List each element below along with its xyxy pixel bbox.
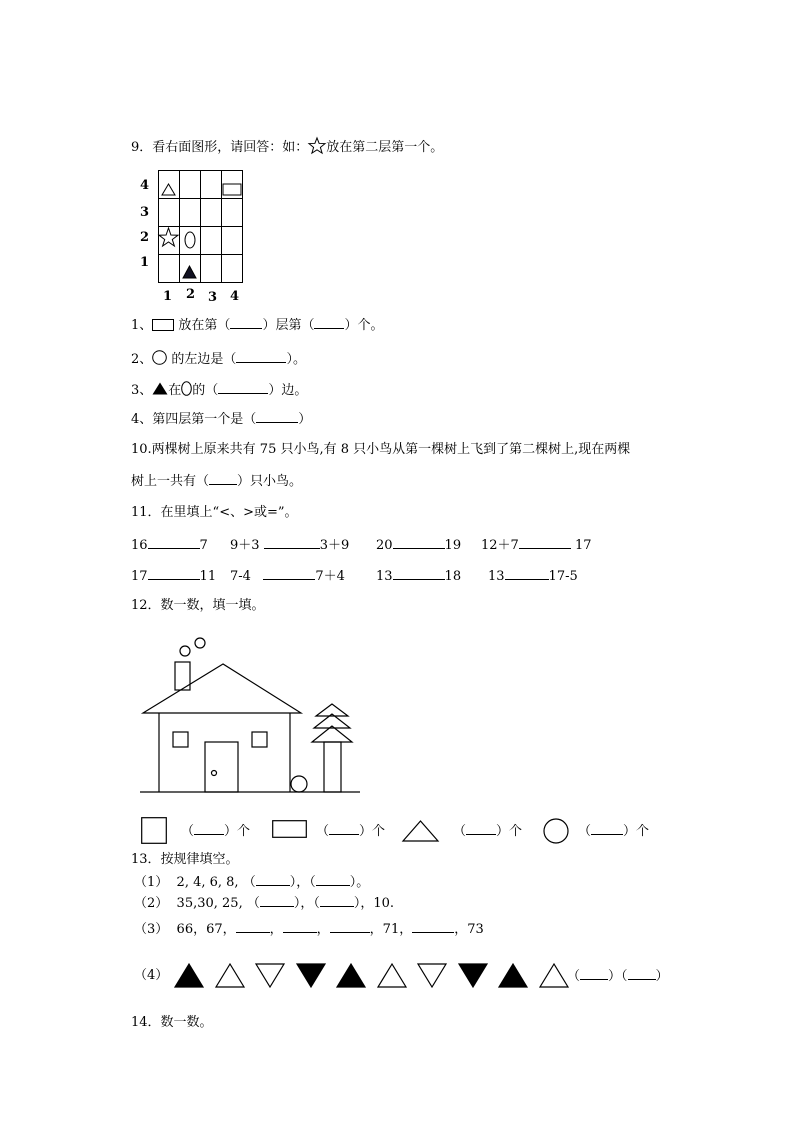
- row-label-3: 3: [140, 205, 150, 220]
- triangle-down-outline-icon: [417, 963, 447, 988]
- answer-blank[interactable]: [283, 920, 317, 933]
- q13-sequence-1: （1） 2, 4, 6, 8, （ ），（ ）。: [134, 875, 370, 890]
- answer-blank[interactable]: [320, 894, 354, 907]
- compare-blank[interactable]: [148, 567, 200, 580]
- triangle-up-outline-icon: [215, 963, 245, 988]
- triangle-up-filled-icon: [174, 963, 204, 988]
- answer-blank[interactable]: [412, 920, 454, 933]
- house-scene-picture: [138, 634, 363, 796]
- star-icon: [159, 228, 178, 246]
- oval-icon: [185, 232, 195, 248]
- q10-line-1: 10.两棵树上原来共有 75 只小鸟,有 8 只小鸟从第一棵树上飞到了第二棵树上,现在两棵: [131, 442, 631, 457]
- house-roof: [143, 664, 301, 713]
- comparison-item: 13 18: [376, 569, 462, 584]
- q13-sequence-4-label: （4）: [134, 968, 169, 983]
- comparison-item: 9＋3 3＋9: [230, 538, 350, 553]
- answer-rectangle: （ ）个: [316, 824, 386, 839]
- answer-blank[interactable]: [260, 894, 294, 907]
- row-label-1: 1: [140, 255, 150, 270]
- shape-grid: [158, 170, 244, 284]
- comparison-item: 17 11: [131, 569, 217, 584]
- compare-blank[interactable]: [505, 567, 549, 580]
- comparison-item: 12＋7 17: [481, 538, 592, 553]
- rectangle-icon: [223, 184, 241, 195]
- answer-blank[interactable]: [256, 873, 290, 886]
- col-label-4: 4: [230, 289, 240, 304]
- answer-blank[interactable]: [466, 822, 496, 835]
- q9-item-2: 2、 的左边是（ ）。: [131, 352, 306, 367]
- compare-blank[interactable]: [519, 536, 571, 549]
- triangle-outline-icon: [162, 184, 175, 195]
- row-label-2: 2: [140, 230, 150, 245]
- square-icon: [141, 817, 167, 844]
- answer-blank[interactable]: [256, 410, 298, 423]
- compare-blank[interactable]: [264, 536, 320, 549]
- answer-circle: （ ）个: [578, 824, 650, 839]
- answer-blank[interactable]: [236, 350, 286, 363]
- answer-square: （ ）个: [181, 824, 251, 839]
- compare-blank[interactable]: [393, 567, 445, 580]
- q13-sequence-3: （3） 66，67， ， ， ，71， ，73: [134, 922, 484, 937]
- q9-title: 9．看右面图形，请回答：如： 放在第二层第一个。: [131, 134, 443, 157]
- answer-blank[interactable]: [316, 873, 350, 886]
- comparison-item: 13 17-5: [488, 569, 578, 584]
- rectangle-icon: [272, 820, 307, 838]
- answer-blank[interactable]: [218, 381, 268, 394]
- circle-icon: [152, 350, 167, 365]
- triangle-down-filled-icon: [296, 963, 326, 988]
- answer-blank[interactable]: [314, 316, 344, 329]
- col-label-3: 3: [208, 290, 218, 305]
- compare-blank[interactable]: [393, 536, 445, 549]
- star-icon: [308, 137, 326, 154]
- compare-blank[interactable]: [148, 536, 200, 549]
- triangle-up-outline-icon: [539, 963, 569, 988]
- house-window: [252, 732, 267, 747]
- rectangle-icon: [152, 319, 174, 331]
- answer-blank[interactable]: [230, 316, 262, 329]
- comparison-item: 20 19: [376, 538, 462, 553]
- house-door: [205, 742, 238, 792]
- answer-blank[interactable]: [194, 822, 224, 835]
- q10-line-2: 树上一共有（ ）只小鸟。: [131, 474, 303, 489]
- circle-icon: [543, 818, 569, 844]
- q13-sequence-2: （2） 35,30, 25, （ ），（ ），10.: [134, 896, 395, 911]
- compare-blank[interactable]: [263, 567, 315, 580]
- triangle-filled-icon: [183, 266, 196, 278]
- q9-item-1: 1、 放在第（ ）层第（ ）个。: [131, 318, 384, 333]
- q11-title: 11．在里填上“<、>或=”。: [131, 505, 298, 520]
- triangle-up-outline-icon: [377, 963, 407, 988]
- col-label-1: 1: [163, 289, 173, 304]
- smoke-circle: [195, 638, 205, 648]
- q9-item-3: 3、 在 的（ ）边。: [131, 383, 308, 398]
- answer-blank[interactable]: [628, 967, 656, 980]
- answer-blank[interactable]: [209, 472, 237, 485]
- triangle-outline-icon: [402, 820, 439, 842]
- answer-blank[interactable]: [329, 822, 359, 835]
- triangle-down-filled-icon: [458, 963, 488, 988]
- comparison-item: 7-4 7＋4: [230, 569, 345, 584]
- answer-triangle: （ ）个: [453, 824, 523, 839]
- ball: [291, 776, 307, 792]
- row-label-4: 4: [140, 178, 150, 193]
- oval-icon: [181, 381, 192, 396]
- door-knob: [212, 771, 217, 776]
- q12-title: 12．数一数，填一填。: [131, 598, 265, 613]
- col-label-2: 2: [186, 287, 196, 302]
- triangle-up-filled-icon: [336, 963, 366, 988]
- triangle-filled-icon: [152, 382, 168, 395]
- answer-blank[interactable]: [236, 920, 270, 933]
- smoke-circle: [180, 646, 190, 656]
- tree-trunk: [324, 742, 341, 792]
- q14-title: 14．数一数。: [131, 1015, 213, 1030]
- triangle-up-filled-icon: [498, 963, 528, 988]
- comparison-item: 16 7: [131, 538, 208, 553]
- answer-blank[interactable]: [580, 967, 608, 980]
- q13-title: 13．按规律填空。: [131, 852, 239, 867]
- q9-item-4: 4、第四层第一个是（ ）: [131, 412, 312, 427]
- answer-blank[interactable]: [591, 822, 623, 835]
- answer-blank[interactable]: [330, 920, 370, 933]
- triangle-down-outline-icon: [255, 963, 285, 988]
- q13-sequence-4-answers: （ ）（ ）: [567, 969, 669, 984]
- house-window: [173, 732, 188, 747]
